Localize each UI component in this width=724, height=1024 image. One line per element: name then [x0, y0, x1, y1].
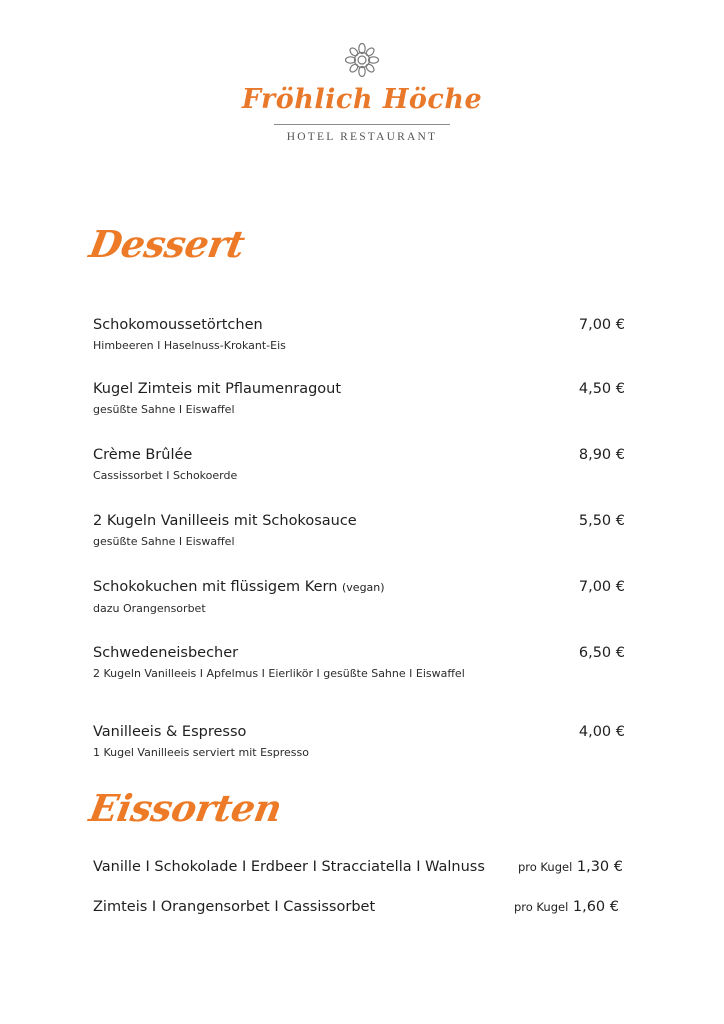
flavor-price — [514, 898, 619, 916]
menu-item — [93, 723, 625, 760]
flavor-list: Zimteis I Orangensorbet I Cassissorbet — [93, 899, 376, 915]
item-price: 7,00 € — [578, 579, 625, 595]
brand-divider — [274, 124, 450, 125]
brand-subtitle: HOTEL RESTAURANT — [286, 131, 438, 143]
eissorten-section-title: Eissorten — [86, 786, 286, 830]
price-value: 1,60 € — [572, 899, 619, 915]
item-description: Cassissorbet I Schokoerde — [93, 469, 238, 482]
item-name: Vanilleeis & Espresso — [93, 724, 247, 740]
price-unit: pro Kugel — [517, 860, 573, 874]
item-name: Kugel Zimteis mit Pflaumenragout — [93, 381, 342, 397]
item-description: gesüßte Sahne I Eiswaffel — [93, 403, 235, 416]
item-name: Crème Brûlée — [93, 447, 193, 463]
item-price: 8,90 € — [578, 447, 625, 463]
item-price: 5,50 € — [578, 513, 625, 529]
item-description: gesüßte Sahne I Eiswaffel — [93, 535, 235, 548]
item-description: Himbeeren I Haselnuss-Krokant-Eis — [93, 339, 286, 352]
item-description: dazu Orangensorbet — [93, 602, 206, 615]
price-value: 1,30 € — [576, 859, 623, 875]
item-note: (vegan) — [342, 581, 385, 594]
item-name: Schokomoussetörtchen — [93, 317, 263, 333]
mandala-flower-icon — [344, 42, 380, 78]
item-price: 6,50 € — [578, 645, 625, 661]
brand-name: Fröhlich Höche — [241, 84, 483, 115]
price-unit: pro Kugel — [513, 900, 569, 914]
item-name: 2 Kugeln Vanilleeis mit Schokosauce — [93, 513, 357, 529]
item-description: 2 Kugeln Vanilleeis I Apfelmus I Eierlikör I gesüßte Sahne I Eiswaffel — [93, 667, 465, 680]
menu-item — [93, 578, 625, 616]
item-price: 7,00 € — [578, 317, 625, 333]
flavor-row — [93, 858, 623, 876]
flavor-price — [518, 858, 623, 876]
item-price: 4,50 € — [578, 381, 625, 397]
flavor-list: Vanille I Schokolade I Erdbeer I Stracciatella I Walnuss — [93, 859, 485, 875]
menu-item — [93, 644, 625, 681]
menu-item — [93, 512, 625, 549]
item-price: 4,00 € — [578, 724, 625, 740]
menu-item — [93, 380, 625, 417]
item-name: Schwedeneisbecher — [93, 645, 239, 661]
menu-item — [93, 316, 625, 353]
item-description: 1 Kugel Vanilleeis serviert mit Espresso — [93, 746, 309, 759]
menu-item — [93, 446, 625, 483]
flavor-row — [93, 898, 623, 916]
dessert-section-title: Dessert — [86, 222, 248, 266]
item-name: Schokokuchen mit flüssigem Kern (vegan) — [93, 579, 385, 595]
